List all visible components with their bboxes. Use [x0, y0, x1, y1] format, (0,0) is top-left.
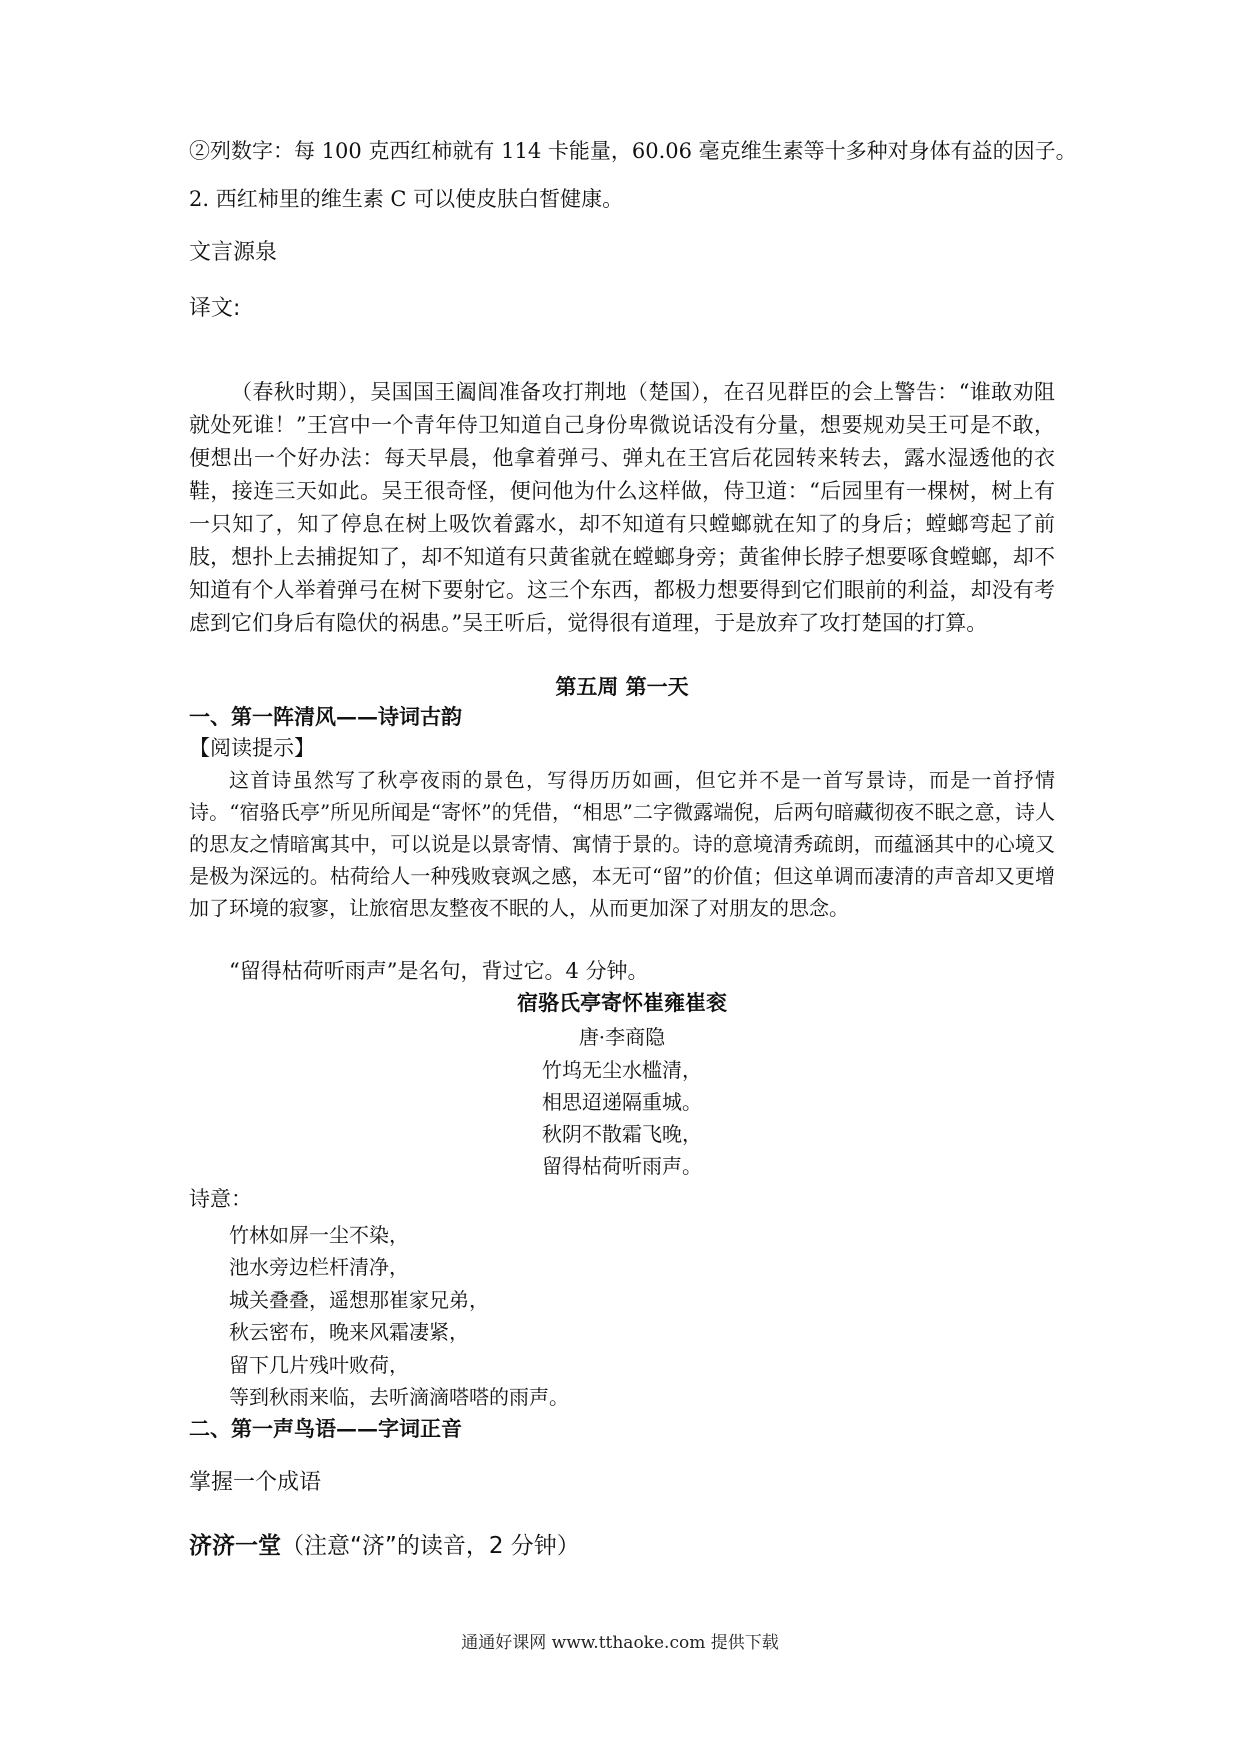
section-1-heading: 一、第一阵清风——诗词古韵	[189, 704, 462, 729]
reading-tip-paragraph: 这首诗虽然写了秋亭夜雨的景色，写得历历如画，但它并不是一首写景诗，而是一首抒情诗。“宿骆氏亭”所见所闻是“寄怀”的凭借，“相思”二字微露端倪，后两句暗藏彻夜不眠之意，诗人的思友之情暗寓其中，可以说是以景寄情、寓情于景的。诗的意境清秀疏朗，而蕴涵其中的心境又是极为深远的。枯荷给人一种残败衰飒之感，本无可“留”的价值；但这单调而凄清的声音却又更增加了环境的寂寥，让旅宿思友整夜不眠的人，从而更加深了对朋友的思念。	[189, 768, 1055, 920]
shiyi-line: 留下几片残叶败荷，	[229, 1353, 409, 1377]
shiyi-line: 城关叠叠，遥想那崔家兄弟，	[229, 1288, 489, 1312]
yiwen-label: 译文:	[189, 296, 241, 321]
week-title: 第五周 第一天	[555, 674, 689, 699]
download-footer: 通通好课网 www.tthaoke.com 提供下载	[461, 1633, 779, 1653]
poem-title: 宿骆氏亭寄怀崔雍崔衮	[517, 990, 727, 1015]
memorize-note: “留得枯荷听雨声”是名句，背过它。4 分钟。	[229, 959, 649, 983]
shiyi-label: 诗意：	[189, 1187, 252, 1211]
shiyi-line: 秋云密布，晚来风霜凄紧，	[229, 1320, 469, 1344]
poem-line: 留得枯荷听雨声。	[542, 1154, 702, 1178]
reading-tip-label: 【阅读提示】	[189, 736, 315, 760]
wenyan-heading: 文言源泉	[189, 240, 278, 265]
top-line-2: 2. 西红柿里的维生素 C 可以使皮肤白皙健康。	[189, 187, 624, 211]
idiom-main: 济济一堂	[189, 1533, 281, 1559]
poem-author: 唐·李商隐	[578, 1025, 666, 1049]
idiom-heading: 掌握一个成语	[189, 1470, 322, 1495]
poem-line: 竹坞无尘水槛清，	[542, 1058, 702, 1082]
poem-line: 秋阴不散霜飞晚，	[542, 1122, 702, 1146]
section-2-heading: 二、第一声鸟语——字词正音	[189, 1416, 462, 1441]
shiyi-line: 等到秋雨来临，去听滴滴嗒嗒的雨声。	[229, 1385, 569, 1409]
top-line-1: ②列数字：每 100 克西红柿就有 114 卡能量，60.06 毫克维生素等十多种对身体有益的因子。	[189, 139, 1077, 163]
idiom-note: （注意“济”的读音，2 分钟）	[281, 1533, 580, 1559]
idiom-line	[189, 1531, 1055, 1561]
shiyi-line: 池水旁边栏杆清净，	[229, 1255, 409, 1279]
yiwen-paragraph: （春秋时期），吴国国王阖闾准备攻打荆地（楚国），在召见群臣的会上警告：“谁敢劝阻就处死谁！”王宫中一个青年侍卫知道自己身份卑微说话没有分量，想要规劝吴王可是不敢，便想出一个好办法：每天早晨，他拿着弹弓、弹丸在王宫后花园转来转去，露水湿透他的衣鞋，接连三天如此。吴王很奇怪，便问他为什么这样做，侍卫道：“后园里有一棵树，树上有一只知了，知了停息在树上吸饮着露水，却不知道有只螳螂就在知了的身后；螳螂弯起了前肢，想扑上去捕捉知了，却不知道有只黄雀就在螳螂身旁；黄雀伸长脖子想要啄食螳螂，却不知道有个人举着弹弓在树下要射它。这三个东西，都极力想要得到它们眼前的利益，却没有考虑到它们身后有隐伏的祸患。”吴王听后，觉得很有道理，于是放弃了攻打楚国的打算。	[189, 380, 1055, 635]
poem-line: 相思迢递隔重城。	[542, 1090, 702, 1114]
shiyi-line: 竹林如屏一尘不染，	[229, 1223, 409, 1247]
